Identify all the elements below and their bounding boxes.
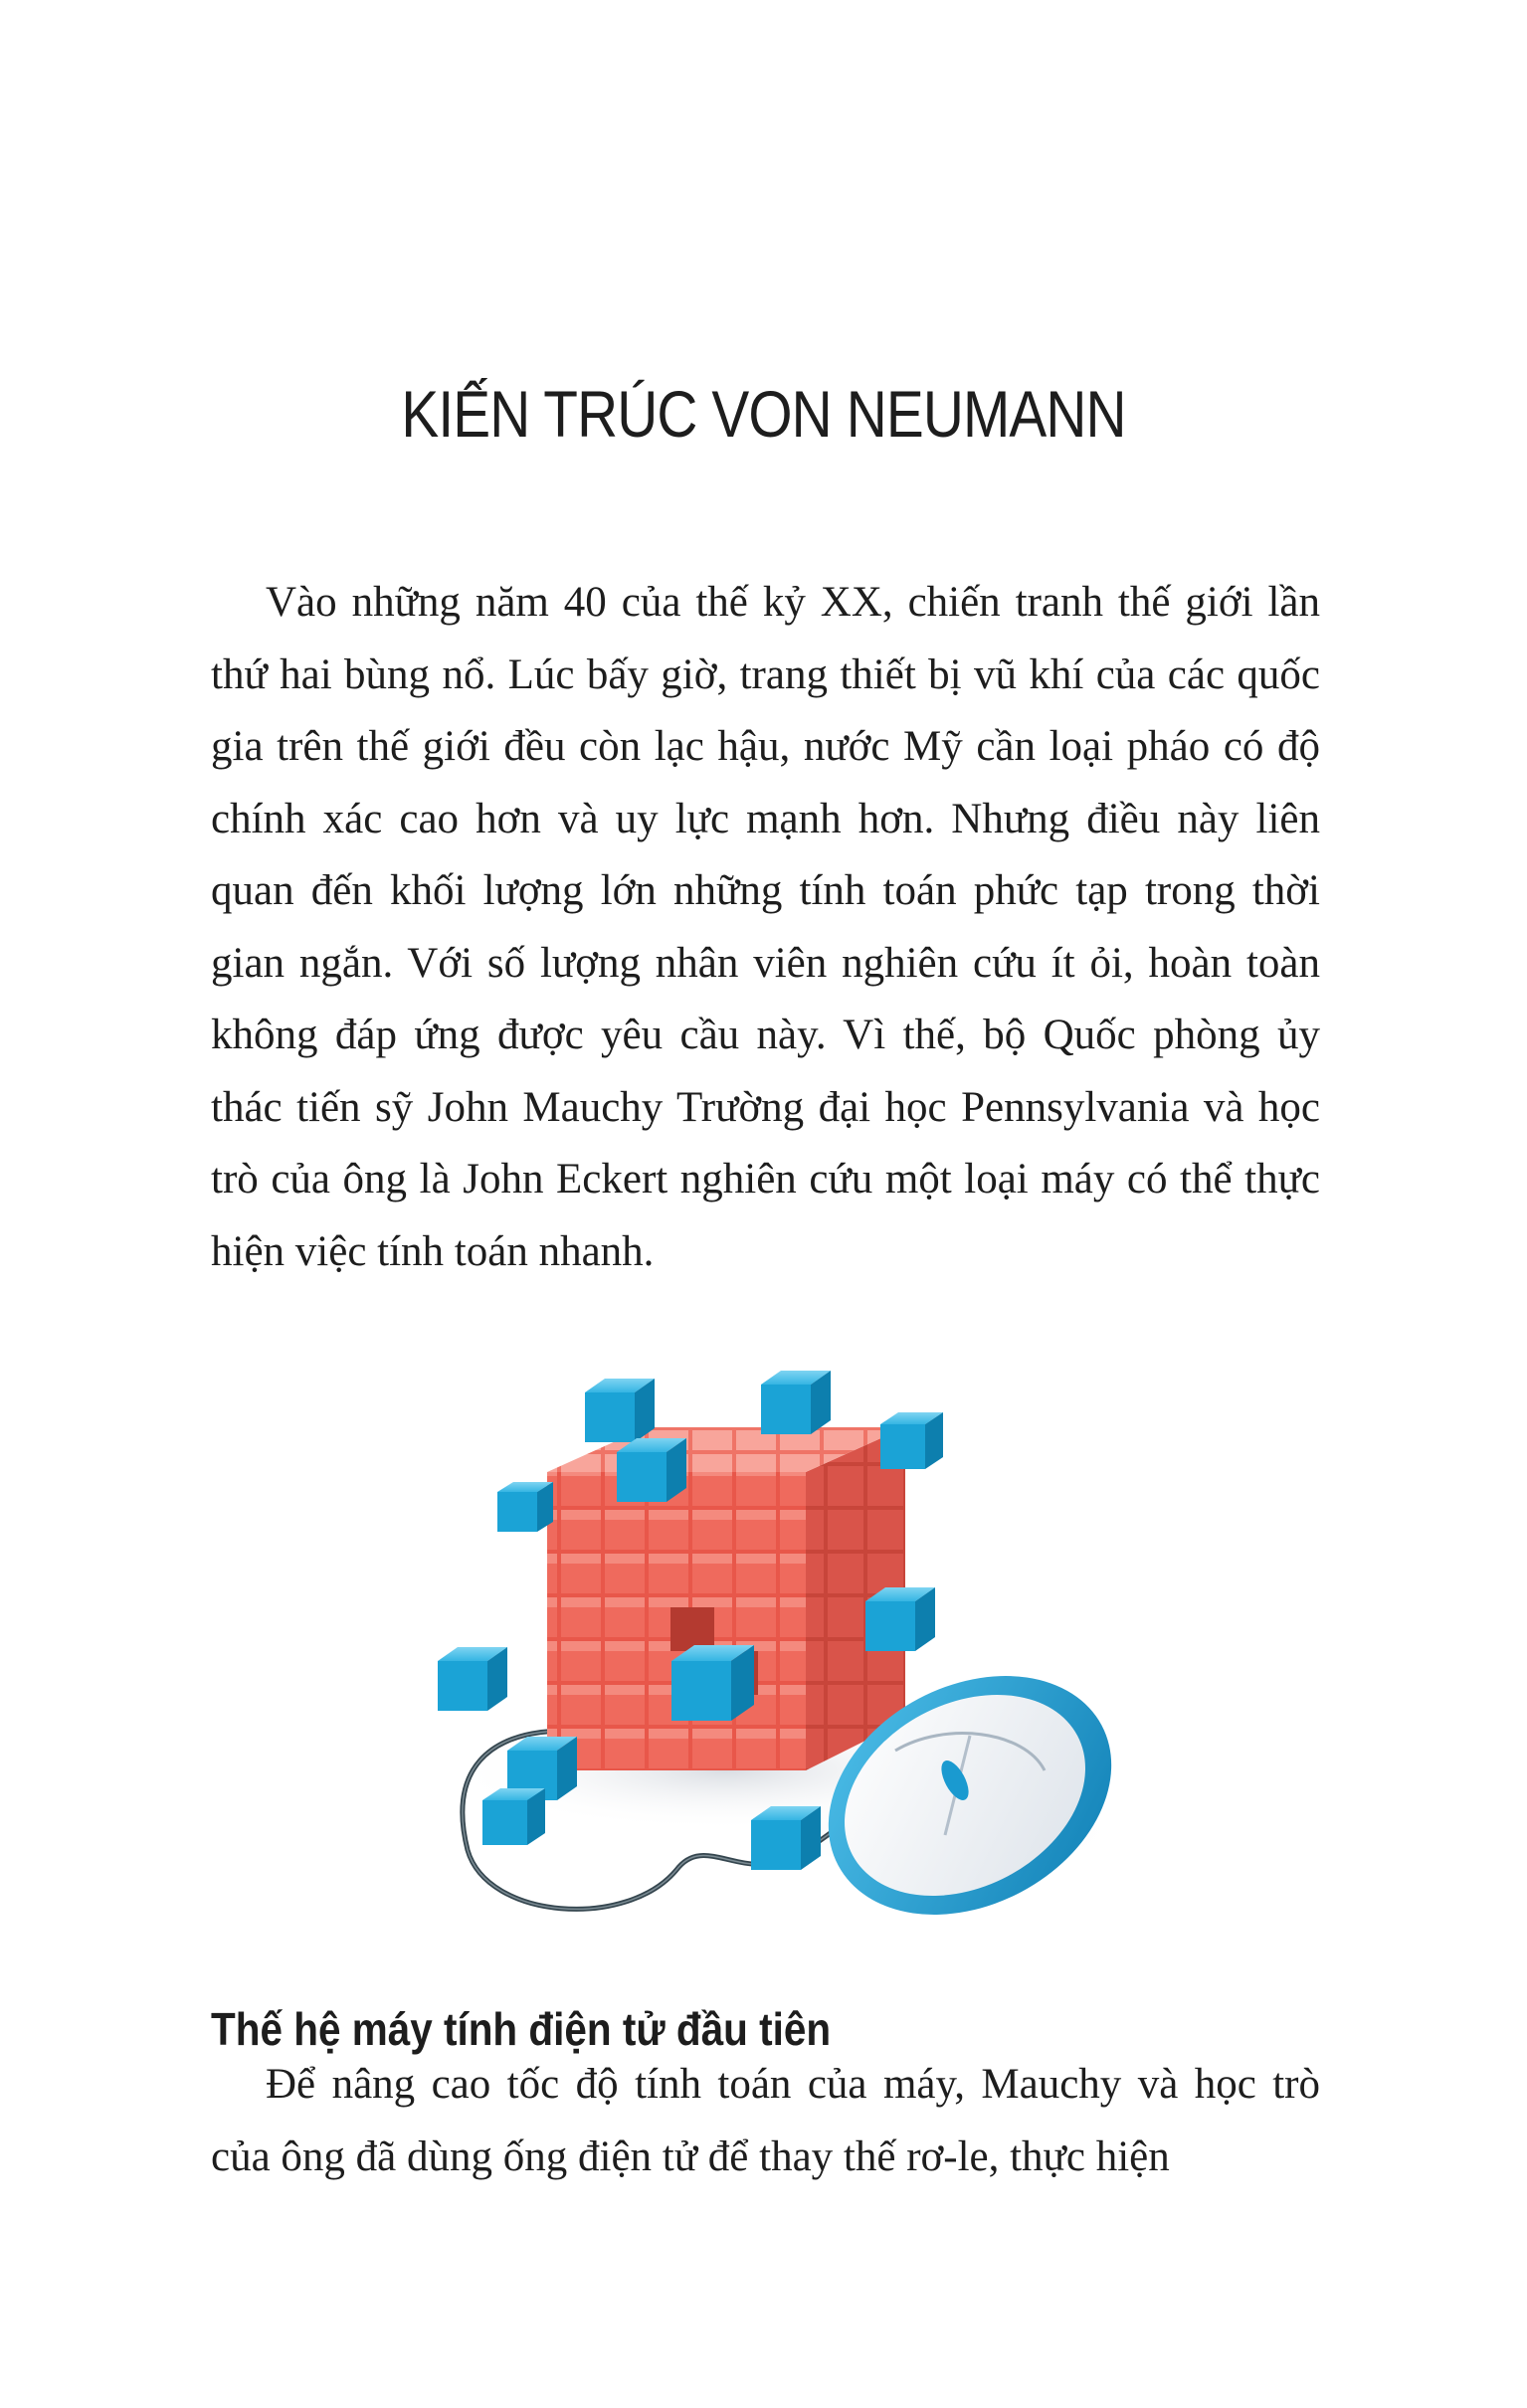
blue-cube [585, 1379, 655, 1442]
blue-cube [751, 1806, 821, 1870]
blue-cube [865, 1587, 935, 1651]
intro-paragraph: Vào những năm 40 của thế kỷ XX, chiến tranh thế giới lần thứ hai bùng nổ. Lúc bấy giờ, trang thiết bị vũ khí của các quốc gia trên thế giới đều còn lạc hậu, nước Mỹ cần loại pháo có độ chính xác cao hơn và uy lực mạnh hơn. Nhưng điều này liên quan đến khối lượng lớn những tính toán phức tạp trong thời gian ngắn. Với số lượng nhân viên nghiên cứu ít ỏi, hoàn toàn không đáp ứng được yêu cầu này. Vì thế, bộ Quốc phòng ủy thác tiến sỹ John Mauchy Trường đại học Pennsylvania và học trò của ông là John Eckert nghiên cứu một loại máy có thể thực hiện việc tính toán nhanh. [211, 579, 1320, 1275]
blue-cube [880, 1412, 943, 1469]
page-title: KIẾN TRÚC VON NEUMANN [401, 377, 1126, 451]
blue-cube [438, 1647, 507, 1711]
blue-cube [497, 1482, 553, 1532]
section-paragraph: Để nâng cao tốc độ tính toán của máy, Mauchy và học trò của ông đã dùng ống điện tử để thay thế rơ-le, thực hiện [211, 2061, 1320, 2180]
blue-cube [617, 1438, 686, 1502]
cube-mouse-illustration [428, 1333, 1124, 1949]
blue-cube [761, 1371, 831, 1434]
section-heading: Thế hệ máy tính điện tử đầu tiên [211, 2003, 832, 2055]
blue-cube [671, 1645, 754, 1721]
blue-cube [482, 1788, 545, 1845]
